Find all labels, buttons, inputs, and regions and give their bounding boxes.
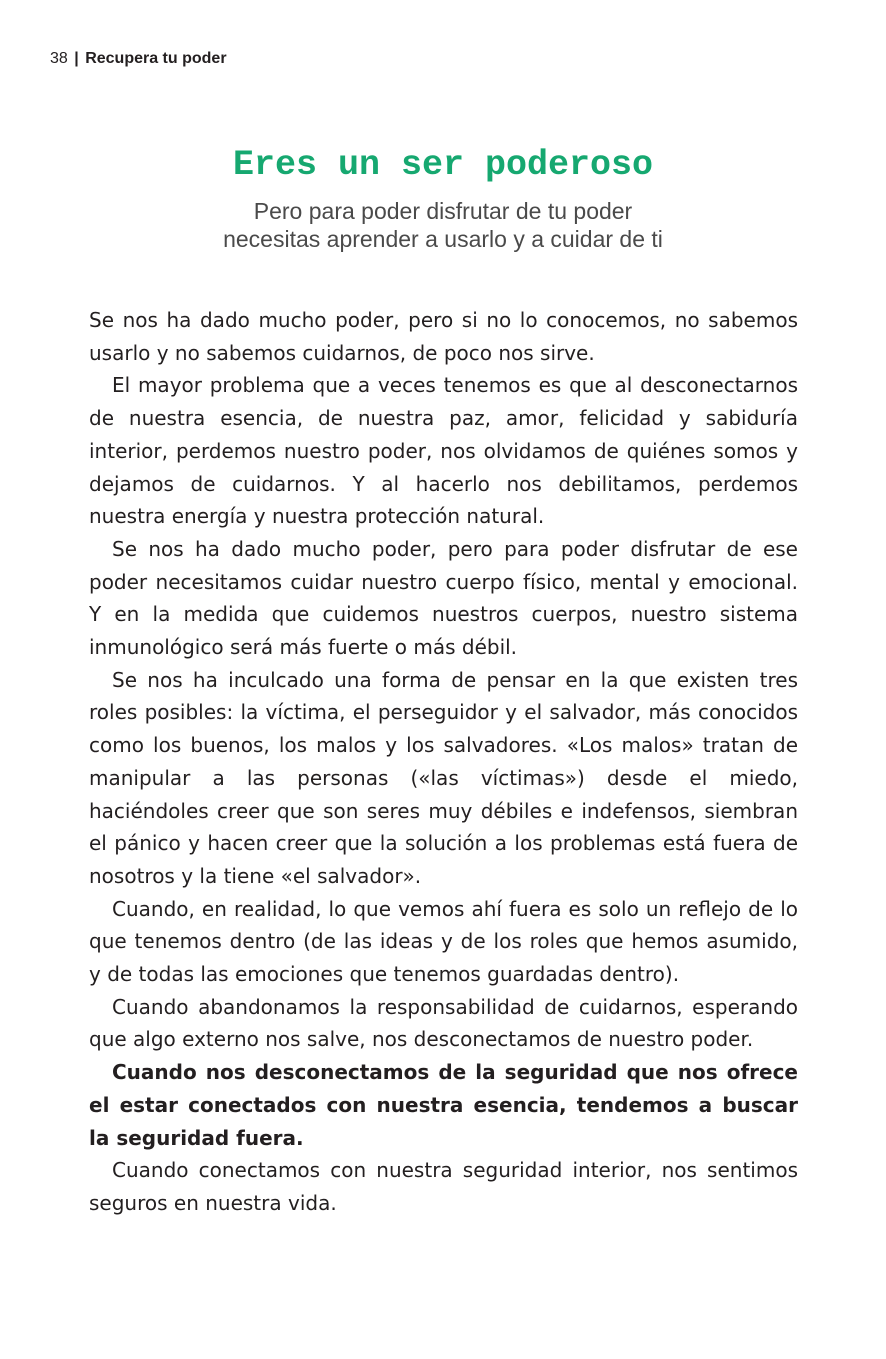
paragraph-1: Se nos ha dado mucho poder, pero si no lo conocemos, no sabemos usarlo y no sabemos cuidarnos, de poco nos sirve. xyxy=(89,308,798,365)
chapter-subtitle xyxy=(0,197,886,253)
paragraph-2: El mayor problema que a veces tenemos es que al desconectarnos de nuestra esencia, de nuestra paz, amor, felicidad y sabiduría interior, perdemos nuestro poder, nos olvidamos de quiénes somos y dejamos de cuidarnos. Y al hacerlo nos debilitamos, perdemos nuestra energía y nuestra protección natural. xyxy=(89,373,798,529)
paragraph-7-bold: Cuando nos desconectamos de la seguridad que nos ofrece el estar conectados con nuestra esencia, tendemos a buscar la seguridad fuera. xyxy=(89,1060,798,1150)
paragraph-4: Se nos ha inculcado una forma de pensar en la que existen tres roles posibles: la víctima, el perseguidor y el salvador, más conocidos como los buenos, los malos y los salvadores. «Los malos» tratan de manipular a las personas («las víctimas») desde el miedo, haciéndoles creer que son seres muy débiles e indefensos, siembran el pánico y hacen creer que la solución a los problemas está fuera de nosotros y la tiene «el salvador». xyxy=(89,667,798,888)
chapter-title: Eres un ser poderoso xyxy=(232,145,654,185)
page-number: 38 xyxy=(50,50,68,67)
running-head xyxy=(50,48,227,70)
paragraph-8: Cuando conectamos con nuestra seguridad interior, nos sentimos seguros en nuestra vida. xyxy=(89,1158,798,1215)
subtitle-line-2: necesitas aprender a usarlo y a cuidar de ti xyxy=(223,226,663,252)
subtitle-line-1: Pero para poder disfrutar de tu poder xyxy=(253,198,633,224)
book-title: Recupera tu poder xyxy=(85,50,227,67)
paragraph-6: Cuando abandonamos la responsabilidad de cuidarnos, esperando que algo externo nos salve, nos desconectamos de nuestro poder. xyxy=(89,994,798,1052)
paragraph-3: Se nos ha dado mucho poder, pero para poder disfrutar de ese poder necesitamos cuidar nuestro cuerpo físico, mental y emocional. Y en la medida que cuidemos nuestros cuerpos, nuestro sistema inmunológico será más fuerte o más débil. xyxy=(89,536,798,660)
header-separator: | xyxy=(74,50,79,67)
paragraph-5: Cuando, en realidad, lo que vemos ahí fuera es solo un reflejo de lo que tenemos dentro (de las ideas y de los roles que hemos asumido, y de todas las emociones que tenemos guardadas dentro). xyxy=(89,896,798,987)
body-text xyxy=(89,304,798,1220)
